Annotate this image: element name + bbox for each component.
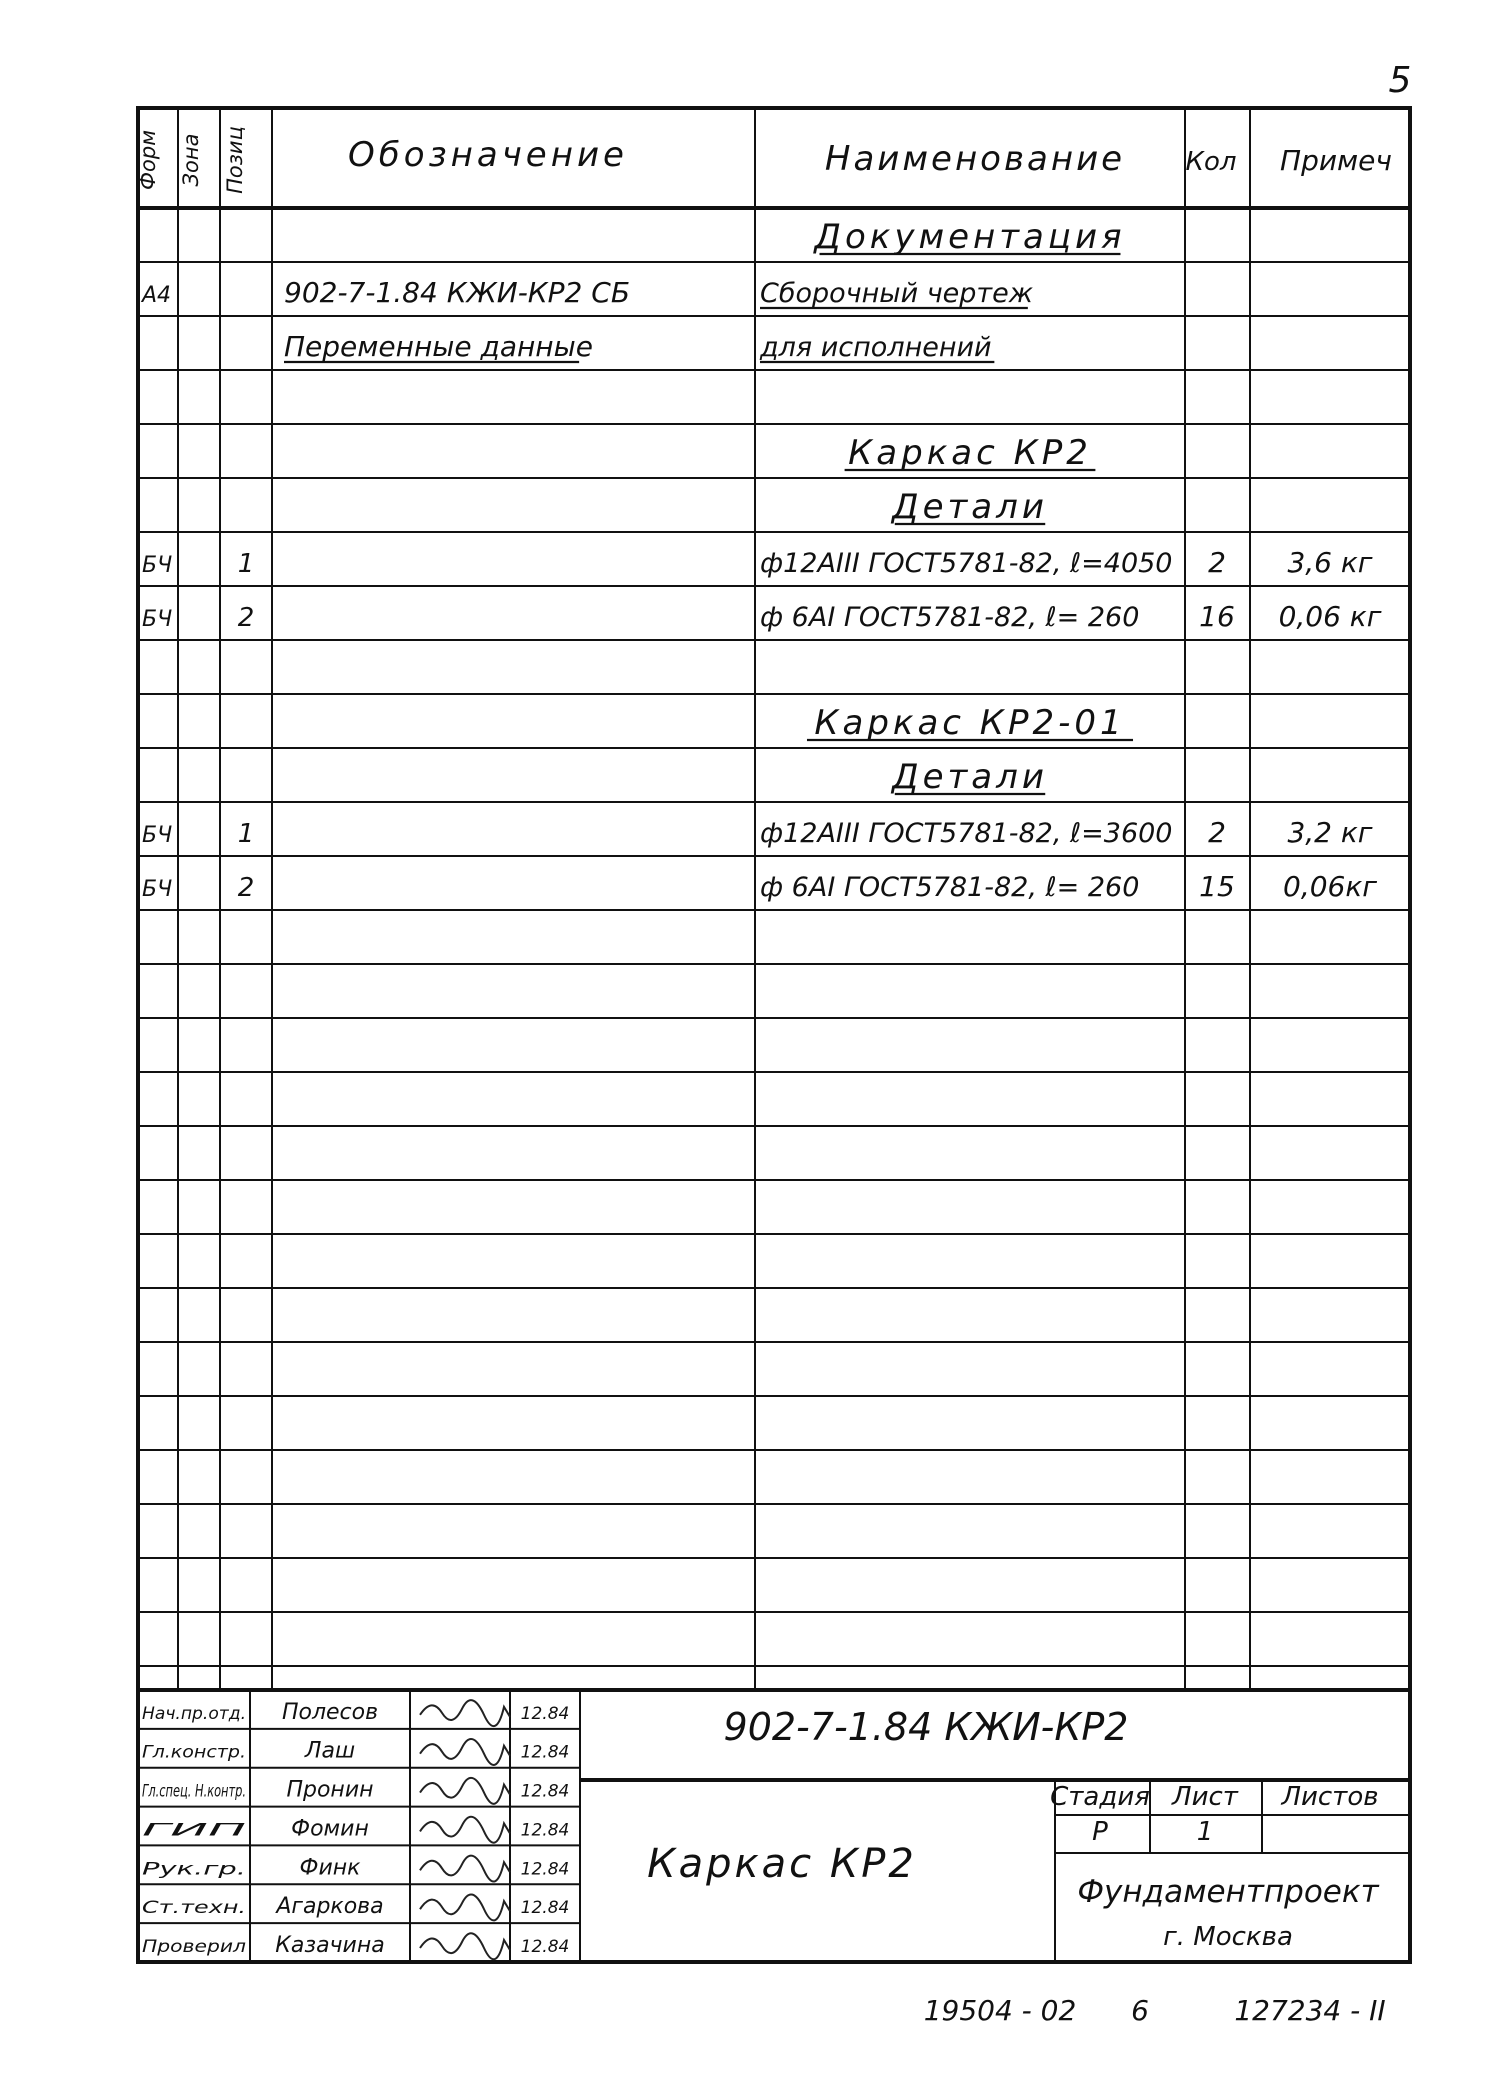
signature-name: Пронин <box>286 1777 374 1803</box>
signature-name: Финк <box>299 1855 361 1881</box>
spec-rows <box>140 217 1382 903</box>
row-name: ф 6АI ГОСТ5781-82, ℓ= 260 <box>760 602 1140 633</box>
row-name: для исполнений <box>760 332 992 363</box>
signature-date: 12.84 <box>520 1937 570 1957</box>
row-name: Документация <box>814 217 1126 257</box>
row-qty: 16 <box>1199 600 1235 633</box>
signature-scribble <box>420 1700 510 1726</box>
row-name: Детали <box>892 487 1048 527</box>
row-name: Детали <box>892 757 1048 797</box>
row-format: БЧ <box>142 553 173 578</box>
row-position: 2 <box>237 873 255 903</box>
row-format: А4 <box>142 283 172 308</box>
header-qty: Кол <box>1185 147 1237 177</box>
signature-scribble <box>420 1894 510 1920</box>
signature-date: 12.84 <box>520 1742 570 1763</box>
signature-name: Лаш <box>304 1738 356 1764</box>
sheet-value: 1 <box>1196 1817 1214 1847</box>
header-designation: Обозначение <box>348 135 628 175</box>
signature-date: 12.84 <box>520 1703 570 1724</box>
signature-scribble <box>420 1778 510 1804</box>
signature-name: Полесов <box>281 1699 379 1725</box>
signature-role: Ст.техн. <box>142 1898 246 1919</box>
archive-number: 19504 - 02 <box>923 1994 1077 2027</box>
stage-value: Р <box>1092 1817 1108 1847</box>
header-note: Примеч <box>1280 144 1392 177</box>
stage-label: Стадия <box>1050 1782 1150 1812</box>
signature-scribble <box>420 1817 510 1843</box>
signature-role: Гл.констр. <box>142 1742 246 1763</box>
signature-name: Казачина <box>275 1933 385 1958</box>
row-format: БЧ <box>142 823 173 848</box>
signature-scribble <box>420 1933 510 1959</box>
row-note: 3,2 кг <box>1287 816 1373 849</box>
row-position: 1 <box>237 549 255 579</box>
signature-date: 12.84 <box>520 1820 570 1841</box>
sheets-label: Листов <box>1281 1782 1379 1812</box>
row-position: 1 <box>237 819 255 849</box>
row-name: ф12АIII ГОСТ5781-82, ℓ=3600 <box>760 818 1173 849</box>
row-name: Каркас КР2 <box>848 433 1092 473</box>
doc-code: 902-7-1.84 КЖИ-КР2 <box>723 1705 1129 1749</box>
row-name: Каркас КР2-01 <box>814 703 1126 743</box>
row-designation: Переменные данные <box>284 330 593 363</box>
row-note: 0,06 кг <box>1278 600 1382 633</box>
row-name: ф 6АI ГОСТ5781-82, ℓ= 260 <box>760 872 1140 903</box>
header-position: Позиц <box>223 126 247 194</box>
inventory-number: 127234 - II <box>1234 1994 1386 2027</box>
header-zone: Зона <box>179 133 203 187</box>
signature-date: 12.84 <box>520 1859 570 1880</box>
row-position: 2 <box>237 603 255 633</box>
page-number: 5 <box>1388 60 1412 101</box>
row-note: 3,6 кг <box>1287 546 1373 579</box>
signature-role: Нач.пр.отд. <box>142 1703 246 1724</box>
signature-role: Рук.гр. <box>142 1859 246 1880</box>
row-name: ф12АIII ГОСТ5781-82, ℓ=4050 <box>760 548 1173 579</box>
row-qty: 2 <box>1208 816 1226 849</box>
row-qty: 15 <box>1199 870 1235 903</box>
city: г. Москва <box>1163 1922 1293 1952</box>
row-designation: 902-7-1.84 КЖИ-КР2 СБ <box>284 276 631 309</box>
footer-page: 6 <box>1131 1994 1149 2027</box>
row-qty: 2 <box>1208 546 1226 579</box>
signature-rows <box>142 1700 569 1959</box>
signature-name: Фомин <box>291 1816 369 1842</box>
signature-role: Проверил <box>142 1937 247 1957</box>
header-format: Форм <box>136 129 160 191</box>
signature-name: Агаркова <box>276 1894 384 1920</box>
row-format: БЧ <box>142 877 173 902</box>
row-name: Сборочный чертеж <box>760 278 1034 309</box>
row-format: БЧ <box>142 607 173 632</box>
header-name: Наименование <box>824 139 1126 179</box>
signature-date: 12.84 <box>520 1898 570 1919</box>
sheet-label: Лист <box>1172 1782 1238 1812</box>
row-note: 0,06кг <box>1283 870 1377 903</box>
signature-date: 12.84 <box>520 1781 570 1802</box>
signature-role: Гл.спец. Н.контр. <box>142 1781 246 1802</box>
signature-scribble <box>420 1856 510 1882</box>
organization: Фундаментпроект <box>1077 1874 1379 1910</box>
title: Каркас КР2 <box>647 1841 917 1887</box>
signature-scribble <box>420 1739 510 1765</box>
signature-role: ГИП <box>142 1820 247 1841</box>
